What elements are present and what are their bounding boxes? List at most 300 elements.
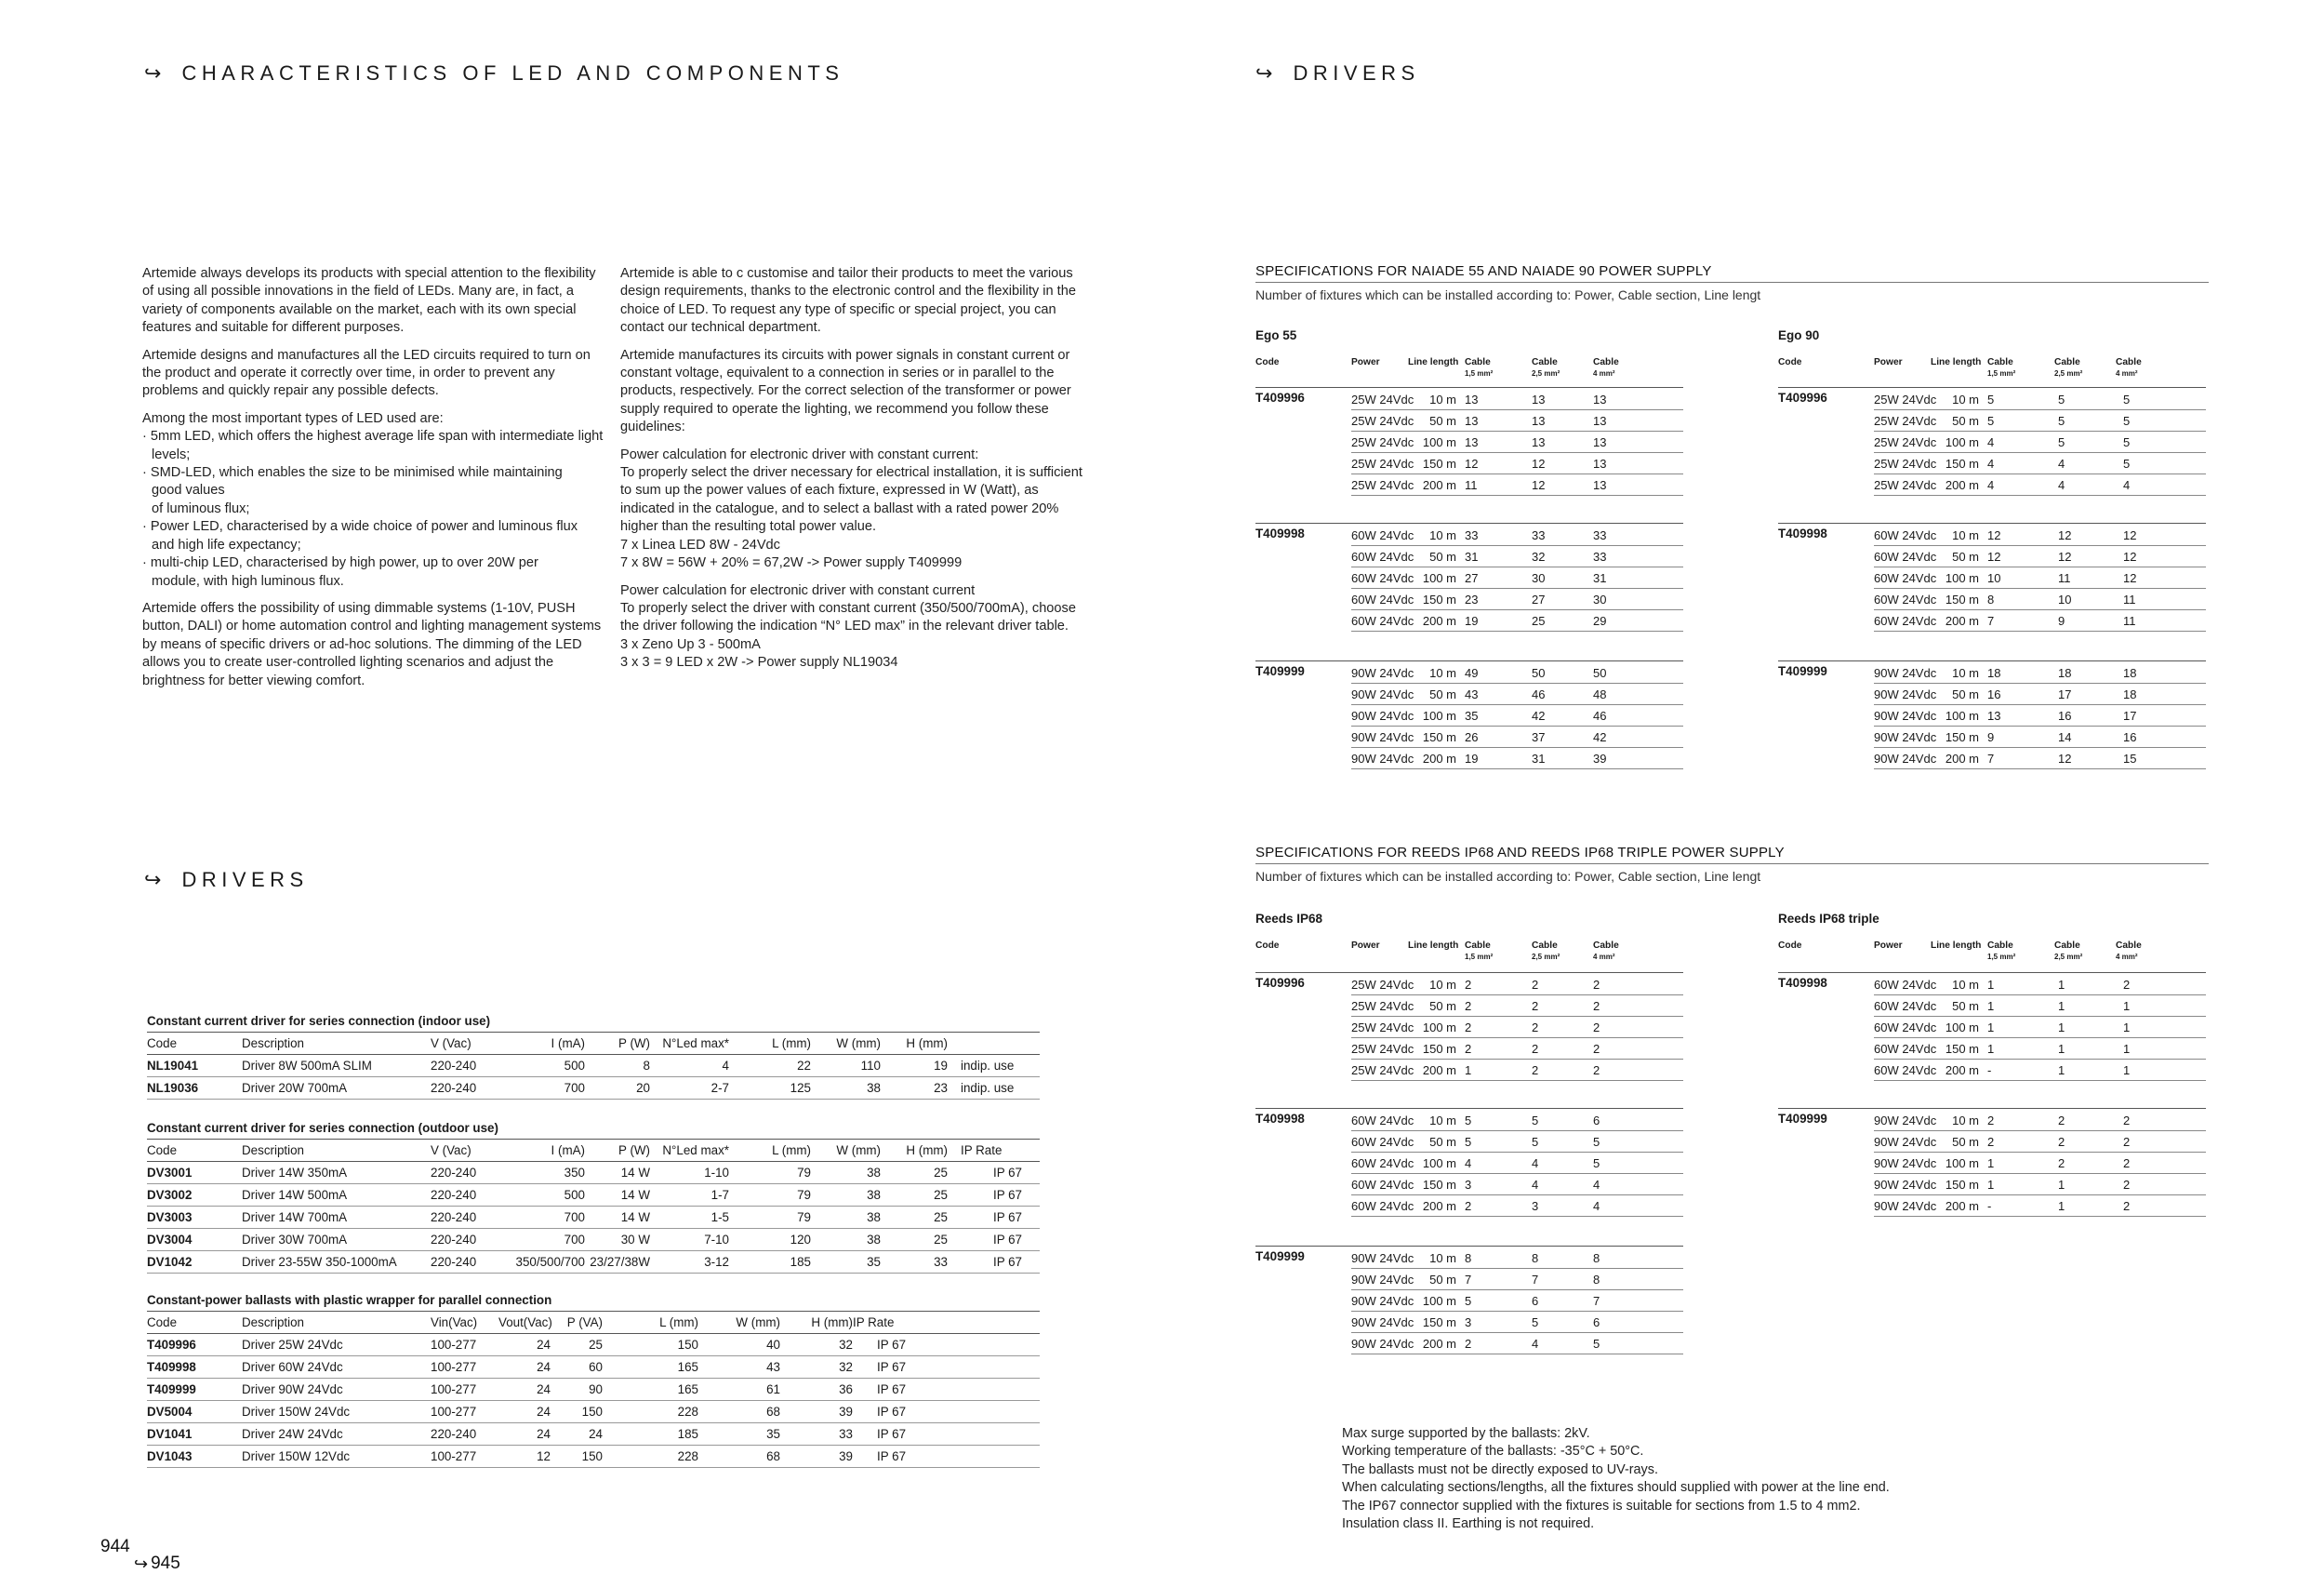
table-cell: 90W 24Vdc — [1874, 1156, 1937, 1170]
block-divider — [1778, 972, 2206, 973]
table-cell: 2 — [2058, 1135, 2065, 1149]
block-divider — [1255, 1108, 1683, 1109]
cell: 22 — [797, 1059, 811, 1073]
cell: 61 — [766, 1382, 780, 1396]
table-row — [147, 1446, 1040, 1468]
row-divider — [1874, 1216, 2206, 1217]
cell: 39 — [839, 1405, 853, 1419]
table-cell: 9 — [2058, 614, 2065, 628]
table-header — [147, 1312, 1040, 1334]
table-cell: 50 m — [1952, 550, 1979, 564]
arrow-icon: ↪ — [144, 868, 162, 891]
cell: Driver 14W 350mA — [242, 1166, 348, 1180]
header-cell — [948, 1033, 1035, 1054]
column-header-cable — [1465, 940, 1493, 963]
table-cell: 5 — [1532, 1135, 1539, 1149]
header-cell: L (mm) — [659, 1315, 698, 1329]
table-cell: 2 — [2123, 978, 2131, 992]
table-cell: 90W 24Vdc — [1874, 1199, 1937, 1213]
table-cell: 13 — [1465, 435, 1479, 449]
table-cell: 150 m — [1945, 1178, 1979, 1192]
block-divider — [1255, 523, 1683, 524]
product-code: T409996 — [1255, 391, 1305, 405]
table-cell: 13 — [1593, 414, 1607, 428]
cell: 20 — [636, 1081, 650, 1095]
table-cell: 25W 24Vdc — [1351, 1042, 1414, 1056]
table-row — [147, 1055, 1040, 1077]
table-cell: 11 — [2123, 614, 2136, 628]
table-cell: 33 — [1593, 528, 1607, 542]
table-cell: 50 m — [1429, 687, 1456, 701]
cell: 125 — [790, 1081, 811, 1095]
table-cell: 90W 24Vdc — [1874, 752, 1937, 766]
table-cell: 150 m — [1422, 730, 1456, 744]
table-title: Constant current driver for series connection (indoor use) — [147, 1011, 1040, 1033]
table-cell: 4 — [1987, 457, 1995, 471]
table-cell: 5 — [1532, 1114, 1539, 1127]
paragraph: Artemide is able to c customise and tailor their products to meet the various design requirements, thanks to the electronic control and the flexibility in the choice of LED. To request any type of specific or special project, you can contact our technical department. — [620, 266, 1076, 336]
table-cell: 25W 24Vdc — [1874, 414, 1937, 428]
table-cell: 200 m — [1422, 1063, 1456, 1077]
table-cell: 100 m — [1422, 709, 1456, 723]
table-cell: 200 m — [1945, 478, 1979, 492]
cell: 38 — [867, 1233, 881, 1247]
table-cell: 13 — [1987, 709, 2001, 723]
table-cell: 27 — [1532, 593, 1546, 607]
cell: 3-12 — [704, 1255, 729, 1269]
cell: 220-240 — [431, 1188, 477, 1202]
cell: DV3004 — [147, 1233, 193, 1247]
header-cell: H (mm) — [906, 1143, 948, 1157]
cell: 35 — [867, 1255, 881, 1269]
paragraph: · Power LED, characterised by a wide choice of power and luminous flux — [142, 519, 578, 535]
cell: 220-240 — [431, 1059, 477, 1073]
table-cell: 6 — [1532, 1294, 1539, 1308]
cell: 700 — [564, 1210, 585, 1224]
table-cell: 150 m — [1422, 593, 1456, 607]
table-cell: 50 m — [1429, 999, 1456, 1013]
header-cell: H (mm) — [811, 1315, 853, 1329]
cell: 8 — [643, 1059, 650, 1073]
table-cell: 18 — [2123, 687, 2137, 701]
product-code: T409996 — [1255, 976, 1305, 990]
table-cell: 12 — [1532, 478, 1546, 492]
table-cell: 90W 24Vdc — [1874, 709, 1937, 723]
group-title: Ego 90 — [1778, 328, 1820, 342]
table-cell: 7 — [1465, 1273, 1472, 1287]
table-cell: 10 m — [1952, 1114, 1979, 1127]
table-cell: 200 m — [1422, 752, 1456, 766]
cell: 120 — [790, 1233, 811, 1247]
cell: 25 — [934, 1210, 948, 1224]
note-line: Insulation class II. Earthing is not required. — [1342, 1516, 1595, 1532]
cell: 30 W — [620, 1233, 650, 1247]
cell: 14 W — [620, 1188, 650, 1202]
table-cell: 8 — [1987, 593, 1995, 607]
table-cell: 49 — [1465, 666, 1479, 680]
table-cell: 150 m — [1945, 1042, 1979, 1056]
table-cell: 1 — [1987, 1156, 1995, 1170]
table-title: Constant-power ballasts with plastic wrapper for parallel connection — [147, 1290, 1040, 1312]
table-cell: 12 — [1987, 528, 2001, 542]
table-cell: 7 — [1987, 614, 1995, 628]
header-cell: Code — [147, 1143, 178, 1157]
cable-section: 2,5 mm² — [1532, 953, 1560, 961]
cell: DV3003 — [147, 1210, 193, 1224]
table-cell: 150 m — [1422, 1042, 1456, 1056]
table-cell: 2 — [1532, 1042, 1539, 1056]
table-cell: 11 — [2123, 593, 2136, 607]
table-cell: 10 m — [1429, 666, 1456, 680]
product-code: T409999 — [1778, 664, 1827, 678]
cell: 1-7 — [710, 1188, 729, 1202]
group-title: Reeds IP68 triple — [1778, 912, 1879, 926]
cell: 220-240 — [431, 1233, 477, 1247]
row-divider — [1351, 631, 1683, 632]
intro-column-2 — [620, 265, 1095, 673]
table-cell: 50 m — [1952, 999, 1979, 1013]
row-divider — [1874, 1080, 2206, 1081]
column-header: Power — [1874, 940, 1903, 951]
cell: Driver 150W 24Vdc — [242, 1405, 351, 1419]
table-cell: 31 — [1593, 571, 1607, 585]
cell: IP 67 — [877, 1338, 907, 1352]
table-cell: 100 m — [1422, 1020, 1456, 1034]
block-divider — [1255, 660, 1683, 661]
table-cell: 5 — [2058, 414, 2065, 428]
header-cell: I (mA) — [551, 1143, 585, 1157]
group-title: Reeds IP68 — [1255, 912, 1323, 926]
cell: 220-240 — [431, 1166, 477, 1180]
table-cell: 5 — [2123, 457, 2131, 471]
note-line: The IP67 connector supplied with the fixtures is suitable for sections from 1.5 to 4 mm2. — [1342, 1498, 1861, 1514]
table-cell: 1 — [2058, 978, 2065, 992]
product-code: T409998 — [1778, 527, 1827, 540]
table-cell: 25 — [1532, 614, 1546, 628]
cable-section: 2,5 mm² — [2054, 953, 2083, 961]
column-header: Line length — [1931, 940, 1982, 951]
header-cell: W (mm) — [836, 1143, 881, 1157]
cell: 40 — [766, 1338, 780, 1352]
table-row — [147, 1379, 1040, 1401]
table-cell: 25W 24Vdc — [1351, 1020, 1414, 1034]
cell: 32 — [839, 1338, 853, 1352]
block-divider — [1778, 523, 2206, 524]
table-cell: 200 m — [1945, 614, 1979, 628]
table-cell: 16 — [1987, 687, 2001, 701]
table-cell: 6 — [1593, 1114, 1600, 1127]
table-cell: 11 — [2058, 571, 2071, 585]
header-cell: W (mm) — [736, 1315, 780, 1329]
cable-label: Cable — [1532, 357, 1558, 367]
table-cell: 100 m — [1945, 435, 1979, 449]
paragraph: good values — [152, 483, 225, 499]
paragraph: 3 x Zeno Up 3 - 500mA — [620, 636, 761, 652]
table-cell: 26 — [1465, 730, 1479, 744]
table-cell: 33 — [1532, 528, 1546, 542]
table-cell: 60W 24Vdc — [1351, 614, 1414, 628]
header-cell: L (mm) — [772, 1143, 811, 1157]
paragraph: of luminous flux; — [152, 500, 250, 516]
cell: 500 — [564, 1059, 585, 1073]
cell: DV3002 — [147, 1188, 193, 1202]
table-row — [147, 1401, 1040, 1423]
note-line: The ballasts must not be directly exposed to UV-rays. — [1342, 1461, 1658, 1477]
cell: 12 — [537, 1449, 551, 1463]
cell: 24 — [537, 1338, 551, 1352]
cell: 14 W — [620, 1210, 650, 1224]
table-cell: 25W 24Vdc — [1351, 435, 1414, 449]
cell: 43 — [766, 1360, 780, 1374]
table-cell: 4 — [2058, 478, 2065, 492]
row-divider — [1351, 1080, 1683, 1081]
cell: 38 — [867, 1166, 881, 1180]
column-header-cable — [1532, 940, 1560, 963]
cell: 7-10 — [704, 1233, 729, 1247]
table-cell: 1 — [2123, 1063, 2131, 1077]
column-header: Code — [1778, 940, 1802, 951]
cable-label: Cable — [1465, 357, 1491, 367]
cable-label: Cable — [1987, 940, 2013, 951]
cell: 228 — [677, 1405, 698, 1419]
table-cell: 8 — [1593, 1273, 1600, 1287]
column-header-cable — [2054, 940, 2082, 963]
table-cell: 5 — [1532, 1315, 1539, 1329]
table-cell: 5 — [1465, 1135, 1472, 1149]
table-cell: 1 — [1987, 1020, 1995, 1034]
table-cell: 13 — [1593, 457, 1607, 471]
table-cell: 11 — [1465, 478, 1478, 492]
table-cell: 90W 24Vdc — [1351, 1337, 1414, 1351]
cell: 100-277 — [431, 1449, 477, 1463]
table-cell: 5 — [2123, 414, 2131, 428]
paragraph: Artemide designs and manufactures all the LED circuits required to turn on the product and operate it correctly over time, in order to prevent any problems and quickly repair any possible defects. — [142, 347, 591, 399]
table-cell: 43 — [1465, 687, 1479, 701]
paragraph: Artemide always develops its products with special attention to the flexibility of using all possible innovations in the field of LEDs. Many are, in fact, a variety of components available on the market, each with its own special features and suitable for different purposes. — [142, 266, 596, 336]
table-cell: 100 m — [1422, 571, 1456, 585]
header-cell: V (Vac) — [431, 1036, 471, 1050]
column-header-cable — [1987, 357, 2015, 380]
cell: IP 67 — [877, 1382, 907, 1396]
cell: 23 — [934, 1081, 948, 1095]
cable-label: Cable — [2116, 940, 2142, 951]
driver-table — [147, 1118, 1040, 1274]
cell: 1-5 — [710, 1210, 729, 1224]
table-cell: 12 — [2058, 528, 2072, 542]
table-cell: 4 — [2123, 478, 2131, 492]
page-number-right-wrap — [134, 1554, 180, 1574]
table-cell: 60W 24Vdc — [1351, 593, 1414, 607]
table-cell: 50 — [1593, 666, 1607, 680]
table-cell: 10 m — [1429, 1114, 1456, 1127]
cell: 24 — [537, 1427, 551, 1441]
column-header: Code — [1778, 357, 1802, 367]
table-cell: 100 m — [1422, 435, 1456, 449]
table-row — [147, 1251, 1040, 1274]
table-cell: 10 m — [1952, 666, 1979, 680]
table-cell: 25W 24Vdc — [1351, 457, 1414, 471]
table-cell: 7 — [1532, 1273, 1539, 1287]
block-divider — [1255, 387, 1683, 388]
table-title: Constant current driver for series connection (outdoor use) — [147, 1118, 1040, 1140]
cell: IP 67 — [877, 1449, 907, 1463]
table-cell: 90W 24Vdc — [1351, 1251, 1414, 1265]
table-cell: 10 — [2058, 593, 2072, 607]
header-cell: Vout(Vac) — [498, 1315, 552, 1329]
table-cell: 2 — [1593, 1020, 1600, 1034]
cell: IP 67 — [877, 1360, 907, 1374]
table-cell: 2 — [1593, 999, 1600, 1013]
table-cell: 25W 24Vdc — [1351, 478, 1414, 492]
table-cell: 60W 24Vdc — [1351, 1199, 1414, 1213]
table-cell: - — [1987, 1199, 1992, 1213]
cell: T409998 — [147, 1360, 196, 1374]
drivers-title-left: ↪ DRIVERS — [144, 868, 309, 891]
table-cell: 50 m — [1429, 414, 1456, 428]
table-cell: 5 — [1593, 1156, 1600, 1170]
cable-section: 1,5 mm² — [1987, 369, 2016, 378]
table-cell: 2 — [1593, 978, 1600, 992]
table-cell: 4 — [1532, 1156, 1539, 1170]
page-number-left: 944 — [100, 1537, 130, 1556]
table-cell: 60W 24Vdc — [1874, 550, 1937, 564]
cell: 350/500/700 — [515, 1255, 585, 1269]
table-cell: 10 m — [1952, 393, 1979, 407]
cell: 36 — [839, 1382, 853, 1396]
cell: Driver 150W 12Vdc — [242, 1449, 351, 1463]
cable-label: Cable — [1987, 357, 2013, 367]
cell: 25 — [934, 1188, 948, 1202]
table-cell: 200 m — [1422, 1337, 1456, 1351]
table-cell: 18 — [2058, 666, 2072, 680]
row-divider — [1874, 495, 2206, 496]
paragraph: 7 x Linea LED 8W - 24Vdc — [620, 537, 780, 553]
table-cell: 200 m — [1422, 478, 1456, 492]
table-cell: 50 m — [1429, 550, 1456, 564]
intro-column-1 — [142, 265, 605, 700]
cable-label: Cable — [1465, 940, 1491, 951]
cable-label: Cable — [2054, 357, 2080, 367]
block-divider — [1255, 1246, 1683, 1247]
cable-section: 1,5 mm² — [1465, 369, 1494, 378]
column-header: Power — [1351, 357, 1380, 367]
table-cell: 13 — [1465, 393, 1479, 407]
cable-label: Cable — [2116, 357, 2142, 367]
table-cell: 13 — [1593, 393, 1607, 407]
cell: 150 — [677, 1338, 698, 1352]
table-cell: 16 — [2058, 709, 2072, 723]
table-cell: 19 — [1465, 614, 1479, 628]
cell: IP 67 — [992, 1233, 1022, 1247]
table-cell: 30 — [1532, 571, 1546, 585]
column-header-cable — [2116, 940, 2142, 963]
table-cell: 1 — [2058, 1199, 2065, 1213]
cable-section: 4 mm² — [2116, 953, 2138, 961]
table-cell: 100 m — [1422, 1294, 1456, 1308]
cell: indip. use — [961, 1059, 1015, 1073]
table-cell: 60W 24Vdc — [1874, 571, 1937, 585]
cell: 1-10 — [704, 1166, 729, 1180]
table-cell: 5 — [1593, 1135, 1600, 1149]
table-cell: 5 — [2058, 435, 2065, 449]
cell: 38 — [867, 1188, 881, 1202]
table-cell: 13 — [1593, 435, 1607, 449]
row-divider — [1351, 495, 1683, 496]
table-cell: 25W 24Vdc — [1351, 978, 1414, 992]
table-cell: 1 — [2058, 999, 2065, 1013]
table-cell: 60W 24Vdc — [1351, 550, 1414, 564]
paragraph: and high life expectancy; — [152, 537, 301, 553]
table-cell: 60W 24Vdc — [1874, 593, 1937, 607]
table-cell: 10 m — [1429, 528, 1456, 542]
paragraph: module, with high luminous flux. — [152, 573, 344, 589]
cell: IP 67 — [992, 1210, 1022, 1224]
table-cell: 25W 24Vdc — [1351, 393, 1414, 407]
product-code: T409998 — [1255, 527, 1305, 540]
cell: 100-277 — [431, 1360, 477, 1374]
table-cell: 7 — [1987, 752, 1995, 766]
header-cell: Vin(Vac) — [431, 1315, 478, 1329]
cell: 90 — [589, 1382, 603, 1396]
table-cell: 90W 24Vdc — [1351, 666, 1414, 680]
table-cell: 2 — [2123, 1199, 2131, 1213]
cell: 100-277 — [431, 1382, 477, 1396]
cable-section: 4 mm² — [1593, 369, 1615, 378]
table-cell: 1 — [2123, 1020, 2131, 1034]
table-cell: 50 m — [1952, 687, 1979, 701]
cell: T409999 — [147, 1382, 196, 1396]
table-cell: 9 — [1987, 730, 1995, 744]
table-cell: 12 — [2058, 752, 2072, 766]
table-cell: 2 — [2123, 1156, 2131, 1170]
header-cell: W (mm) — [836, 1036, 881, 1050]
table-cell: 33 — [1593, 550, 1607, 564]
table-cell: 4 — [1593, 1178, 1600, 1192]
notes — [1342, 1425, 1993, 1533]
table-row — [147, 1356, 1040, 1379]
table-cell: 42 — [1532, 709, 1546, 723]
table-cell: 31 — [1532, 752, 1546, 766]
table-cell: 1 — [1987, 999, 1995, 1013]
table-cell: 4 — [1532, 1337, 1539, 1351]
table-cell: 150 m — [1422, 457, 1456, 471]
table-cell: 1 — [2123, 1042, 2131, 1056]
cell: Driver 24W 24Vdc — [242, 1427, 343, 1441]
table-cell: 42 — [1593, 730, 1607, 744]
cell: T409996 — [147, 1338, 196, 1352]
table-row — [147, 1229, 1040, 1251]
cell: 38 — [867, 1081, 881, 1095]
cell: Driver 8W 500mA SLIM — [242, 1059, 372, 1073]
table-cell: 7 — [1593, 1294, 1600, 1308]
cell: 185 — [790, 1255, 811, 1269]
table-cell: 200 m — [1945, 1199, 1979, 1213]
table-cell: 150 m — [1945, 457, 1979, 471]
table-cell: 150 m — [1422, 1315, 1456, 1329]
table-cell: 14 — [2058, 730, 2072, 744]
table-cell: 60W 24Vdc — [1874, 1020, 1937, 1034]
table-cell: 60W 24Vdc — [1874, 1042, 1937, 1056]
table-cell: 90W 24Vdc — [1351, 709, 1414, 723]
table-cell: 2 — [1532, 978, 1539, 992]
spec-subtitle: Number of fixtures which can be installed according to: Power, Cable section, Line lengt — [1255, 869, 1761, 884]
table-cell: 90W 24Vdc — [1351, 730, 1414, 744]
cell: 150 — [581, 1405, 603, 1419]
table-cell: 3 — [1465, 1315, 1472, 1329]
table-cell: 17 — [2058, 687, 2072, 701]
header-cell: P (VA) — [566, 1315, 603, 1329]
paragraph: Power calculation for electronic driver with constant current: — [620, 447, 979, 462]
